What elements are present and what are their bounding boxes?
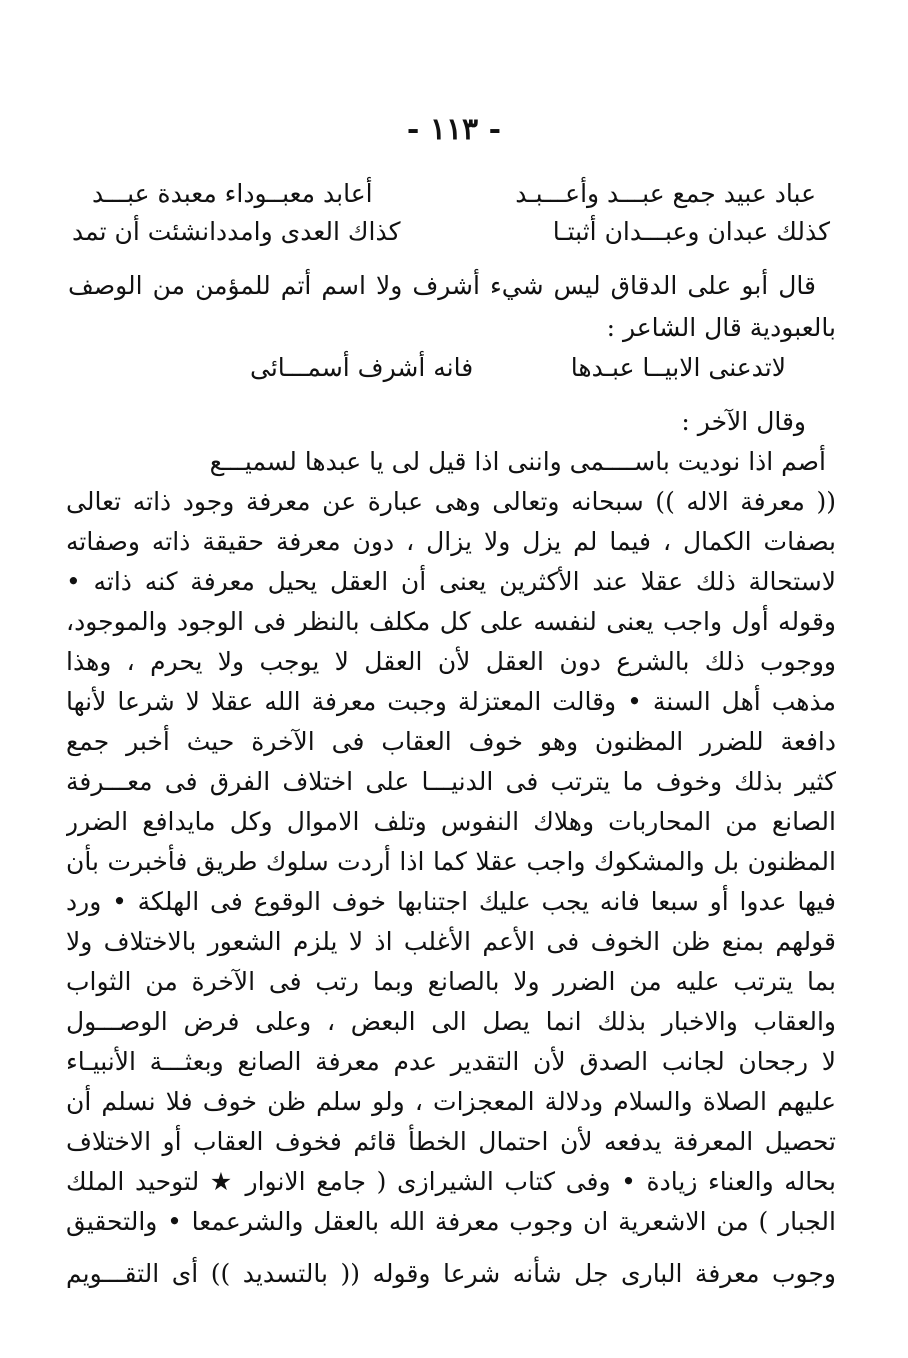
body-line: لاستحالة ذلك عقلا عند الأكثرين يعنى أن العقل يحيل معرفة كنه ذاته • [66, 567, 836, 596]
body-line: (( معرفة الاله )) سبحانه وتعالى وهى عبارة عن معرفة وجود ذاته تعالى [66, 487, 836, 516]
body-line: كثير بذلك وخوف ما يترتب فى الدنيـــا على اختلاف الفرق فى معـــرفة [66, 767, 836, 796]
verse-1-left-hemistich: أعابد معبــوداء معبدة عبـــد [92, 179, 373, 208]
body-line: بصفات الكمال ، فيما لم يزل ولا يزال ، دون معرفة حقيقة ذاته وصفاته [66, 527, 836, 556]
body-line: والعقاب والاخبار بذلك انما يصل الى البعض ، وعلى فرض الوصـــول [66, 1007, 836, 1036]
body-line: عليهم الصلاة والسلام ودلالة المعجزات ، ولو سلم ظن خوف فلا نسلم أن [66, 1087, 836, 1116]
body-line: مذهب أهل السنة • وقالت المعتزلة وجبت معرفة الله عقلا لا شرعا لأنها [66, 687, 836, 716]
body-line: فيها عدوا أو سبعا فانه يجب عليك اجتنابها خوف الوقوع فى الهلكة • ورد [66, 887, 836, 916]
body-line: بحاله والعناء زيادة • وفى كتاب الشيرازى ( جامع الانوار ★ لتوحيد الملك [66, 1167, 836, 1196]
poet-verse-right-hemistich: لاتدعنى الابيــا عبـدها [570, 353, 786, 382]
body-line: لا رجحان لجانب الصدق لأن التقدير عدم معرفة الصانع وبعثـــة الأنبيـاء [66, 1047, 836, 1076]
body-line: تحصيل المعرفة يدفعه لأن احتمال الخطأ قائم فخوف العقاب أو الاختلاف [66, 1127, 836, 1156]
body-line: المظنون بل والمشكوك واجب عقلا كما اذا أردت سلوك طريق فأخبرت بأن [66, 847, 836, 876]
other-poet-intro: وقال الآخر : [681, 407, 806, 436]
body-line: قولهم بمنع ظن الخوف فى الأعم الأغلب اذ لا يلزم الشعور بالاختلاف ولا [66, 927, 836, 956]
verse-2-left-hemistich: كذاك العدى وامددانشئت أن تمد [72, 217, 401, 246]
body-line: وقوله أول واجب يعنى لنفسه على كل مكلف بالنظر فى الوجود والموجود، [66, 607, 836, 636]
body-line: دافعة للضرر المظنون وهو خوف العقاب فى الآخرة حيث أخبر جمع [66, 727, 836, 756]
paragraph-line: بالعبودية قال الشاعر : [606, 313, 836, 342]
body-line: ووجوب ذلك بالشرع دون العقل لأن العقل لا يوجب ولا يحرم ، وهذا [66, 647, 836, 676]
page-number: - ١١٣ - [406, 112, 502, 147]
body-line: الصانع من المحاربات وهلاك النفوس وتلف الاموال وكل مايدافع الضرر [66, 807, 836, 836]
paragraph-line: قال أبو على الدقاق ليس شيء أشرف ولا اسم أتم للمؤمن من الوصف [68, 271, 816, 300]
other-poet-verse: أصم اذا نوديت باســــمى واننى اذا قيل لى يا عبدها لسميـــع [209, 447, 826, 476]
body-line: الجبار ) من الاشعرية ان وجوب معرفة الله بالعقل والشرعمعا • والتحقيق [66, 1207, 836, 1236]
body-line: بما يترتب عليه من الضرر ولا بالصانع وبما رتب فى الآخرة من الثواب [66, 967, 836, 996]
verse-2-right-hemistich: كذلك عبدان وعبـــدان أثبتـا [552, 217, 830, 246]
body-line: وجوب معرفة البارى جل شأنه شرعا وقوله (( بالتسديد )) أى التقـــويم [66, 1259, 836, 1288]
poet-verse-left-hemistich: فانه أشرف أسمـــائى [250, 353, 474, 382]
verse-1-right-hemistich: عباد عبيد جمع عبـــد وأعـــبـد [515, 179, 816, 208]
